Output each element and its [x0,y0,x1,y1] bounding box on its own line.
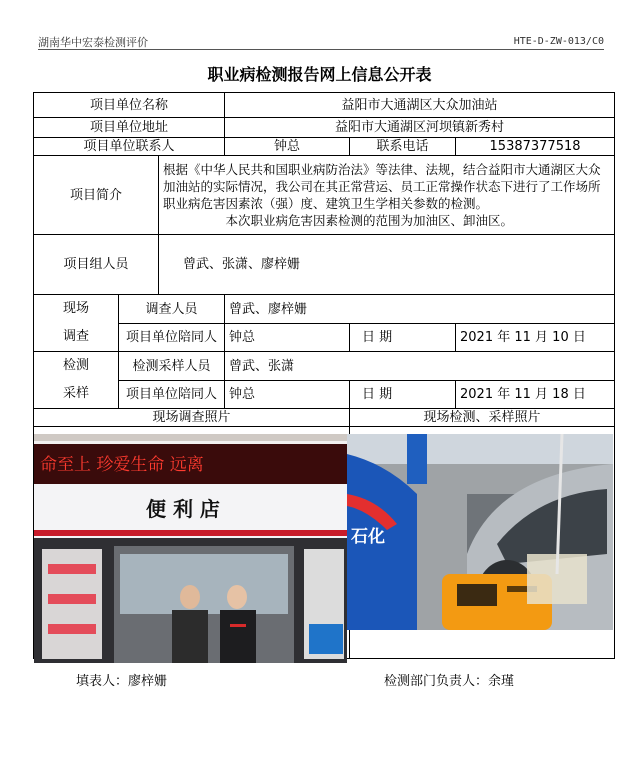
intro-text [159,156,615,235]
phone-value: 15387377518 [456,138,615,156]
intro-paragraph-2: 本次职业病危害因素检测的范围为加油区、卸油区。 [225,213,514,228]
badge-text: 石化 [351,527,385,547]
unit-name-value: 益阳市大通湖区大众加油站 [225,93,615,118]
survey-escort-value: 钟总 [225,324,350,352]
sampling-label-top: 检测 [62,358,89,373]
unit-name-label: 项目单位名称 [34,93,225,118]
sampling-label-bottom: 采样 [62,386,89,401]
survey-escort-label: 项目单位陪同人 [119,324,225,352]
team-label: 项目组人员 [34,235,159,295]
contact-value: 钟总 [225,138,350,156]
sampling-photo [347,434,613,630]
sampling-section-label [34,352,119,409]
red-led-sign: 命至上 珍爱生命 远离 [40,455,204,475]
intro-paragraph-1: 根据《中华人民共和国职业病防治法》等法律、法规，结合益阳市大通湖区大众加油站的实际情况，我公司在其正常营运、员工正常操作状态下进行了工作场所职业病危害因素浓（强）度、建筑卫生学相关参数的检测。 [163,162,601,211]
survey-staff-label: 调查人员 [119,295,225,324]
team-value: 曾武、张潇、廖梓姗 [159,235,615,295]
page-title: 职业病检测报告网上信息公开表 [207,65,432,84]
sampling-date-value: 2021 年 11 月 18 日 [456,381,615,409]
address-value: 益阳市大通湖区河坝镇新秀村 [225,118,615,138]
header-doc-code: HTE-D-ZW-013/C0 [513,36,604,47]
page-header [38,28,604,50]
survey-section-label [34,295,119,352]
photo-caption-left: 现场调查照片 [34,409,350,427]
contact-label: 项目单位联系人 [34,138,225,156]
sampling-escort-value: 钟总 [225,381,350,409]
site-survey-photo [34,434,347,663]
store-sign: 便 利 店 [146,497,220,521]
address-label: 项目单位地址 [34,118,225,138]
department-manager: 检测部门负责人：余瑾 [384,674,515,689]
sampling-staff-label: 检测采样人员 [119,352,225,381]
header-company: 湖南华中宏泰检测评价 [38,36,148,49]
survey-staff-value: 曾武、廖梓姗 [225,295,615,324]
sampling-date-label: 日 期 [350,381,456,409]
sampling-staff-value: 曾武、张潇 [225,352,615,381]
form-filler: 填表人：廖梓姗 [76,674,168,689]
intro-label: 项目简介 [34,156,159,235]
survey-label-bottom: 调查 [62,329,89,344]
sampling-escort-label: 项目单位陪同人 [119,381,225,409]
photo-caption-right: 现场检测、采样照片 [350,409,615,427]
survey-date-value: 2021 年 11 月 10 日 [456,324,615,352]
phone-label: 联系电话 [350,138,456,156]
survey-date-label: 日 期 [350,324,456,352]
survey-label-top: 现场 [62,301,89,316]
